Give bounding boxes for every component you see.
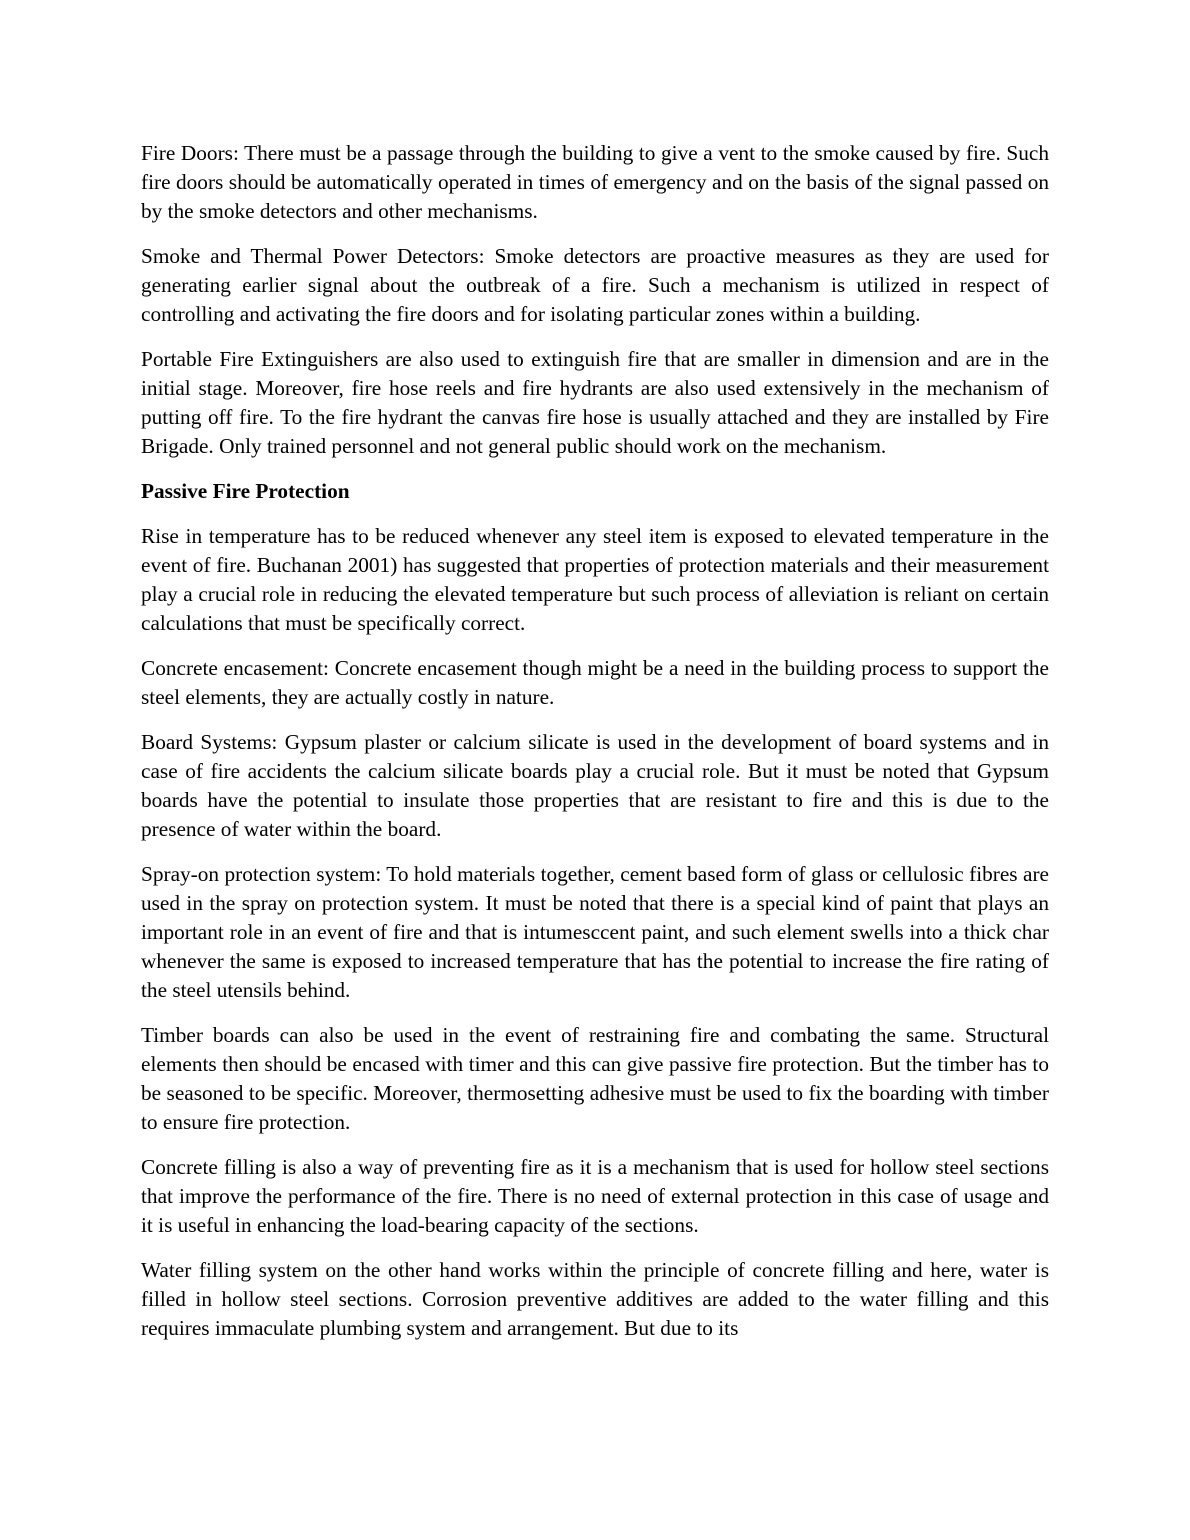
paragraph-board-systems: Board Systems: Gypsum plaster or calcium silicate is used in the development of board systems and in case of fire accidents the calcium silicate boards play a crucial role. But it must be noted that Gypsum boards have the potential to insulate those properties that are resistant to fire and this is due to the presence of water within the board. (141, 730, 1049, 841)
paragraph-concrete-filling: Concrete filling is also a way of preventing fire as it is a mechanism that is used for hollow steel sections that improve the performance of the fire. There is no need of external protection in this case of usage and it is useful in enhancing the load-bearing capacity of the sections. (141, 1155, 1049, 1237)
paragraph-water-filling: Water filling system on the other hand works within the principle of concrete filling and here, water is filled in hollow steel sections. Corrosion preventive additives are added to the water filling and this requires immaculate plumbing system and arrangement. But due to its (141, 1258, 1049, 1340)
paragraph-timber-boards: Timber boards can also be used in the event of restraining fire and combating the same. Structural elements then should be encased with timer and this can give passive fire protection. But the timber has to be seasoned to be specific. Moreover, thermosetting adhesive must be used to fix the boarding with timber to ensure fire protection. (141, 1023, 1049, 1134)
paragraph-rise-in-temperature: Rise in temperature has to be reduced whenever any steel item is exposed to elevated temperature in the event of fire. Buchanan 2001) has suggested that properties of protection materials and their measurement play a crucial role in reducing the elevated temperature but such process of alleviation is reliant on certain calculations that must be specifically correct. (141, 524, 1049, 635)
heading-passive-fire-protection: Passive Fire Protection (141, 479, 350, 503)
document-page (141, 139, 1049, 1343)
paragraph-fire-doors: Fire Doors: There must be a passage through the building to give a vent to the smoke caused by fire. Such fire doors should be automatically operated in times of emergency and on the basis of the signal passed on by the smoke detectors and other mechanisms. (141, 141, 1049, 223)
paragraph-smoke-detectors: Smoke and Thermal Power Detectors: Smoke detectors are proactive measures as they are used for generating earlier signal about the outbreak of a fire. Such a mechanism is utilized in respect of controlling and activating the fire doors and for isolating particular zones within a building. (141, 244, 1049, 326)
paragraph-portable-extinguishers: Portable Fire Extinguishers are also used to extinguish fire that are smaller in dimension and are in the initial stage. Moreover, fire hose reels and fire hydrants are also used extensively in the mechanism of putting off fire. To the fire hydrant the canvas fire hose is usually attached and they are installed by Fire Brigade. Only trained personnel and not general public should work on the mechanism. (141, 347, 1049, 458)
paragraph-spray-on-protection: Spray-on protection system: To hold materials together, cement based form of glass or cellulosic fibres are used in the spray on protection system. It must be noted that there is a special kind of paint that plays an important role in an event of fire and that is intumesccent paint, and such element swells into a thick char whenever the same is exposed to increased temperature that has the potential to increase the fire rating of the steel utensils behind. (141, 862, 1049, 1002)
paragraph-concrete-encasement: Concrete encasement: Concrete encasement though might be a need in the building process to support the steel elements, they are actually costly in nature. (141, 656, 1049, 709)
